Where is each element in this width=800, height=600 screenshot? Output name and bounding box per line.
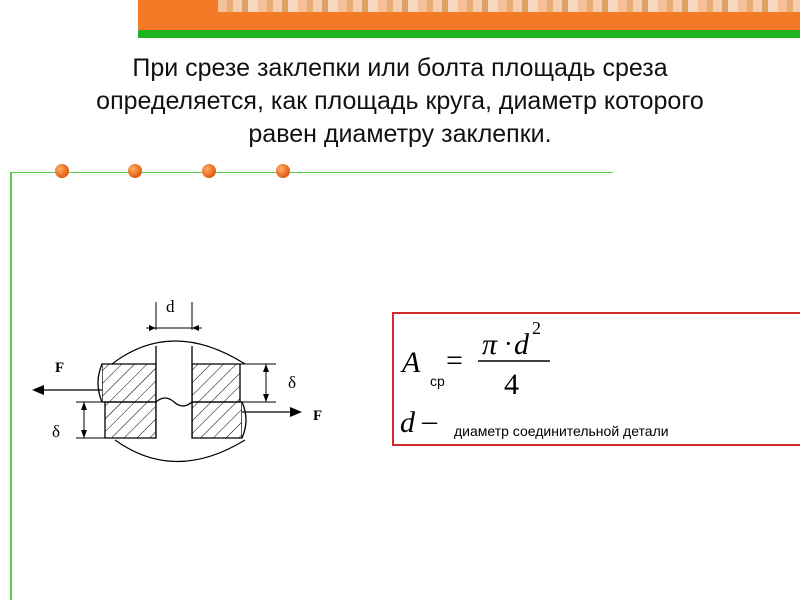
title-line-2: определяется, как площадь круга, диаметр которого bbox=[96, 87, 704, 115]
equals-sign: = bbox=[446, 344, 463, 377]
dash: – bbox=[422, 404, 437, 437]
label-delta-left: δ bbox=[52, 422, 61, 441]
force-arrow-right bbox=[290, 407, 302, 417]
d-description: диаметр соединительной детали bbox=[454, 423, 669, 439]
exponent: 2 bbox=[532, 318, 541, 338]
denominator: 4 bbox=[504, 368, 519, 401]
formula-svg bbox=[394, 314, 800, 444]
slide-title bbox=[40, 52, 760, 151]
area-symbol: A bbox=[402, 346, 421, 379]
pi-symbol: π bbox=[482, 328, 498, 361]
title-line-3: равен диаметру заклепки. bbox=[248, 120, 552, 148]
label-d: d bbox=[166, 297, 175, 316]
d-symbol: d bbox=[400, 406, 415, 439]
label-F-right: F bbox=[313, 408, 323, 424]
rivet-shank bbox=[156, 364, 192, 438]
top-green-rule bbox=[10, 172, 613, 173]
label-delta-right: δ bbox=[288, 373, 297, 392]
bullet-dot-3 bbox=[202, 164, 216, 178]
header-banner bbox=[138, 0, 800, 30]
rivet-shear-diagram bbox=[30, 290, 350, 480]
force-arrow-left bbox=[32, 385, 44, 395]
title-line-1: При срезе заклепки или болта площадь среза bbox=[132, 54, 668, 82]
d-numerator: d bbox=[514, 328, 529, 361]
header-green-stripe bbox=[138, 30, 800, 38]
bullet-dot-2 bbox=[128, 164, 142, 178]
area-subscript: ср bbox=[430, 373, 445, 389]
bullet-dot-1 bbox=[55, 164, 69, 178]
formula-box bbox=[392, 312, 800, 446]
banner-texture bbox=[218, 0, 800, 12]
label-F-left: F bbox=[55, 360, 65, 376]
left-green-rule bbox=[10, 172, 12, 600]
rivet-head-top bbox=[112, 341, 245, 364]
multiply-dot: · bbox=[504, 329, 513, 358]
rivet-head-bottom bbox=[115, 440, 245, 462]
bullet-dot-4 bbox=[276, 164, 290, 178]
